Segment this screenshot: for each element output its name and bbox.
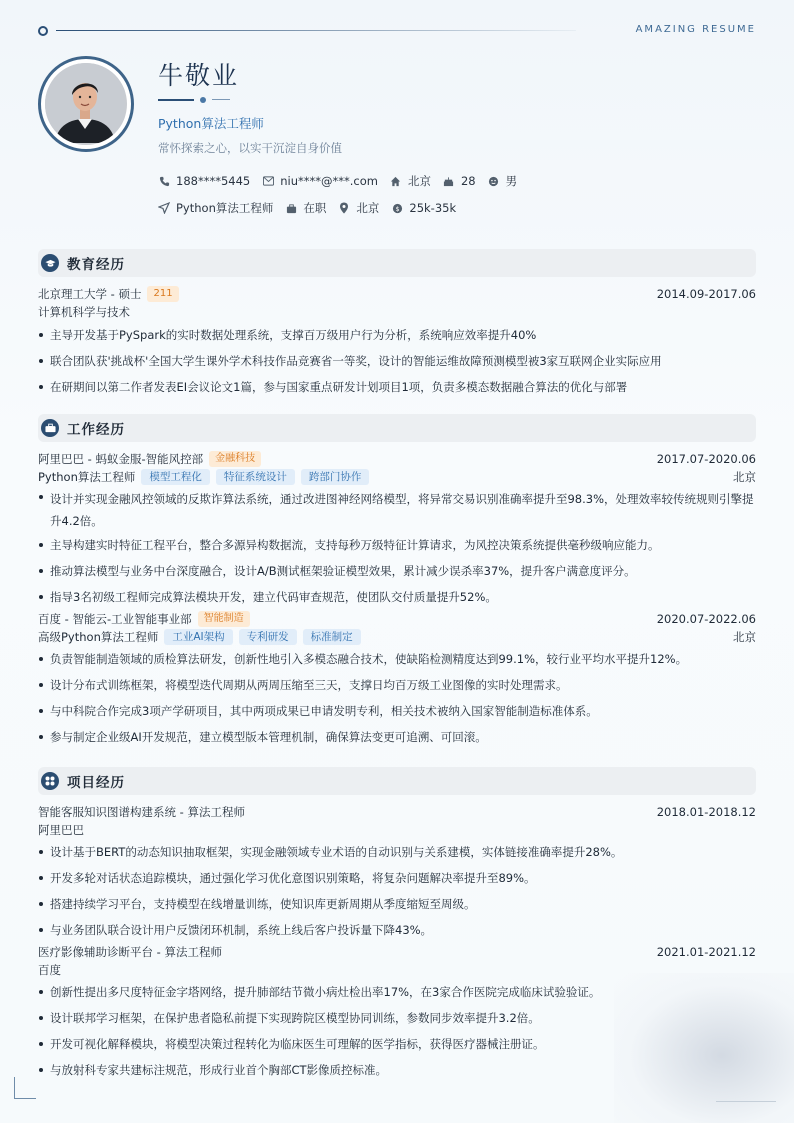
list-item: 与业务团队联合设计用户反馈闭环机制，系统上线后客户投诉量下降43%。 — [38, 917, 756, 943]
contact-info-row — [158, 173, 517, 189]
education-date: 2014.09-2017.06 — [656, 287, 756, 301]
section-title: 教育经历 — [67, 257, 125, 273]
education-bullets — [38, 322, 756, 400]
info-salary: $ 25k-35k — [391, 201, 456, 215]
project-row — [38, 803, 756, 821]
home-icon — [390, 175, 402, 187]
major-row — [38, 303, 756, 321]
salary-icon — [391, 202, 403, 214]
education-section — [38, 249, 756, 400]
school-badge: 211 — [147, 286, 178, 302]
work-date: 2020.07-2022.06 — [656, 612, 756, 626]
project-name: 智能客服知识图谱构建系统 - 算法工程师 — [38, 805, 245, 819]
info-gender: 男 — [488, 173, 518, 189]
project-entry — [38, 803, 756, 943]
company-name: 百度 - 智能云-工业智能事业部 — [38, 612, 192, 626]
company-row — [38, 450, 756, 468]
avatar-frame — [38, 56, 134, 152]
project-date: 2018.01-2018.12 — [656, 805, 756, 819]
list-item: 开发可视化解释模块，将模型决策过程转化为临床医生可理解的医学指标，获得医疗器械注册证。 — [38, 1031, 756, 1057]
work-section — [38, 414, 756, 750]
job-intent-row — [158, 200, 456, 216]
send-icon — [158, 202, 170, 214]
work-city: 北京 — [733, 470, 756, 484]
skill-tag: 模型工程化 — [141, 469, 210, 485]
info-intent-city: 北京 — [338, 200, 379, 216]
briefcase-icon — [41, 419, 59, 437]
project-org: 阿里巴巴 — [38, 823, 84, 837]
avatar — [45, 63, 127, 145]
skill-tag: 特征系统设计 — [216, 469, 295, 485]
svg-text:$: $ — [395, 204, 400, 213]
education-header — [38, 249, 756, 277]
info-city: 北京 — [390, 173, 431, 189]
top-bar — [38, 24, 756, 38]
work-date: 2017.07-2020.06 — [656, 452, 756, 466]
list-item: 参与制定企业级AI开发规范，建立模型版本管理机制，确保算法变更可追溯、可回滚。 — [38, 724, 756, 750]
work-entry — [38, 450, 756, 610]
info-intent-role: Python算法工程师 — [158, 200, 273, 216]
skill-tag: 专利研发 — [239, 629, 297, 645]
project-org-row — [38, 821, 756, 839]
top-divider-line — [56, 30, 576, 31]
list-item: 设计基于BERT的动态知识抽取框架，实现金融领域专业术语的自动识别与关系建模，实体链接准确率提升28%。 — [38, 839, 756, 865]
avatar-photo — [45, 63, 125, 143]
candidate-name: 牛敬业 — [158, 61, 240, 90]
industry-badge: 金融科技 — [209, 451, 261, 467]
work-bullets — [38, 646, 756, 750]
list-item: 主导开发基于PySpark的实时数据处理系统，支撑百万级用户行为分析，系统响应效率提升40% — [38, 322, 756, 348]
work-header — [38, 414, 756, 442]
top-circle-ornament — [38, 26, 48, 36]
project-name: 医疗影像辅助诊断平台 - 算法工程师 — [38, 945, 222, 959]
education-row — [38, 285, 756, 303]
grid-icon — [41, 772, 59, 790]
list-item: 推动算法模型与业务中台深度融合，设计A/B测试框架验证模型效果，累计减少误杀率37%，提升客户满意度评分。 — [38, 558, 756, 584]
gender-icon — [488, 175, 500, 187]
location-icon — [338, 202, 350, 214]
section-title: 项目经历 — [67, 775, 125, 791]
list-item: 指导3名初级工程师完成算法模块开发，建立代码审查规范，使团队交付质量提升52%。 — [38, 584, 756, 610]
list-item: 设计分布式训练框架，将模型迭代周期从两周压缩至三天，支撑日均百万级工业图像的实时处理需求。 — [38, 672, 756, 698]
role-row — [38, 468, 756, 486]
education-entry — [38, 285, 756, 400]
info-email: niu****@***.com — [262, 174, 378, 188]
skill-tag: 标准制定 — [303, 629, 361, 645]
project-bullets — [38, 839, 756, 943]
mail-icon — [262, 175, 274, 187]
company-name: 阿里巴巴 - 蚂蚁金服-智能风控部 — [38, 452, 204, 466]
list-item: 主导构建实时特征工程平台，整合多源异构数据流，支持每秒万级特征计算请求，为风控决策系统提供毫秒级响应能力。 — [38, 532, 756, 558]
bottom-divider — [716, 1101, 776, 1102]
work-entry — [38, 610, 756, 750]
name-divider — [158, 96, 238, 104]
list-item: 创新性提出多尺度特征金字塔网络，提升肺部结节微小病灶检出率17%，在3家合作医院完成临床试验验证。 — [38, 979, 756, 1005]
list-item: 在研期间以第二作者发表EI会议论文1篇，参与国家重点研发计划项目1项，负责多模态数据融合算法的优化与部署 — [38, 374, 756, 400]
major: 计算机科学与技术 — [38, 305, 130, 319]
projects-header — [38, 767, 756, 795]
info-age: 28 — [443, 174, 476, 188]
list-item: 开发多轮对话状态追踪模块，通过强化学习优化意图识别策略，将复杂问题解决率提升至89%。 — [38, 865, 756, 891]
project-date: 2021.01-2021.12 — [656, 945, 756, 959]
list-item: 与放射科专家共建标注规范，形成行业首个胸部CT影像质控标准。 — [38, 1057, 756, 1083]
skill-tag: 工业AI架构 — [164, 629, 232, 645]
work-city: 北京 — [733, 630, 756, 644]
role-row — [38, 628, 756, 646]
section-title: 工作经历 — [67, 422, 125, 438]
list-item: 负责智能制造领域的质检算法研发，创新性地引入多模态融合技术，使缺陷检测精度达到99.1%，较行业平均水平提升12%。 — [38, 646, 756, 672]
info-phone: 188****5445 — [158, 174, 250, 188]
list-item: 搭建持续学习平台，支持模型在线增量训练，使知识库更新周期从季度缩短至周级。 — [38, 891, 756, 917]
list-item: 设计联邦学习框架，在保护患者隐私前提下实现跨院区模型协同训练，参数同步效率提升3.2倍。 — [38, 1005, 756, 1031]
info-status: 在职 — [285, 200, 326, 216]
skill-tag: 跨部门协作 — [301, 469, 370, 485]
school-name: 北京理工大学 - 硕士 — [38, 287, 142, 301]
briefcase-icon — [285, 202, 297, 214]
list-item: 联合团队获'挑战杯'全国大学生课外学术科技作品竞赛省一等奖，设计的智能运维故障预测模型被3家互联网企业实际应用 — [38, 348, 756, 374]
company-row — [38, 610, 756, 628]
brand-tag: AMAZING RESUME — [635, 24, 756, 35]
role: Python算法工程师 — [38, 470, 136, 484]
phone-icon — [158, 175, 170, 187]
project-row — [38, 943, 756, 961]
corner-ornament — [14, 1077, 36, 1099]
cake-icon — [443, 175, 455, 187]
list-item: 设计并实现金融风控领域的反欺诈算法系统，通过改进图神经网络模型，将异常交易识别准确率提升至98.3%，处理效率较传统规则引擎提升4.2倍。 — [38, 486, 756, 532]
industry-badge: 智能制造 — [198, 611, 250, 627]
motto: 常怀探索之心，以实干沉淀自身价值 — [158, 141, 342, 155]
graduation-cap-icon — [41, 254, 59, 272]
role: 高级Python算法工程师 — [38, 630, 159, 644]
work-bullets — [38, 486, 756, 610]
list-item: 与中科院合作完成3项产学研项目，其中两项成果已申请发明专利，相关技术被纳入国家智能制造标准体系。 — [38, 698, 756, 724]
project-org: 百度 — [38, 963, 61, 977]
job-title: Python算法工程师 — [158, 116, 264, 131]
